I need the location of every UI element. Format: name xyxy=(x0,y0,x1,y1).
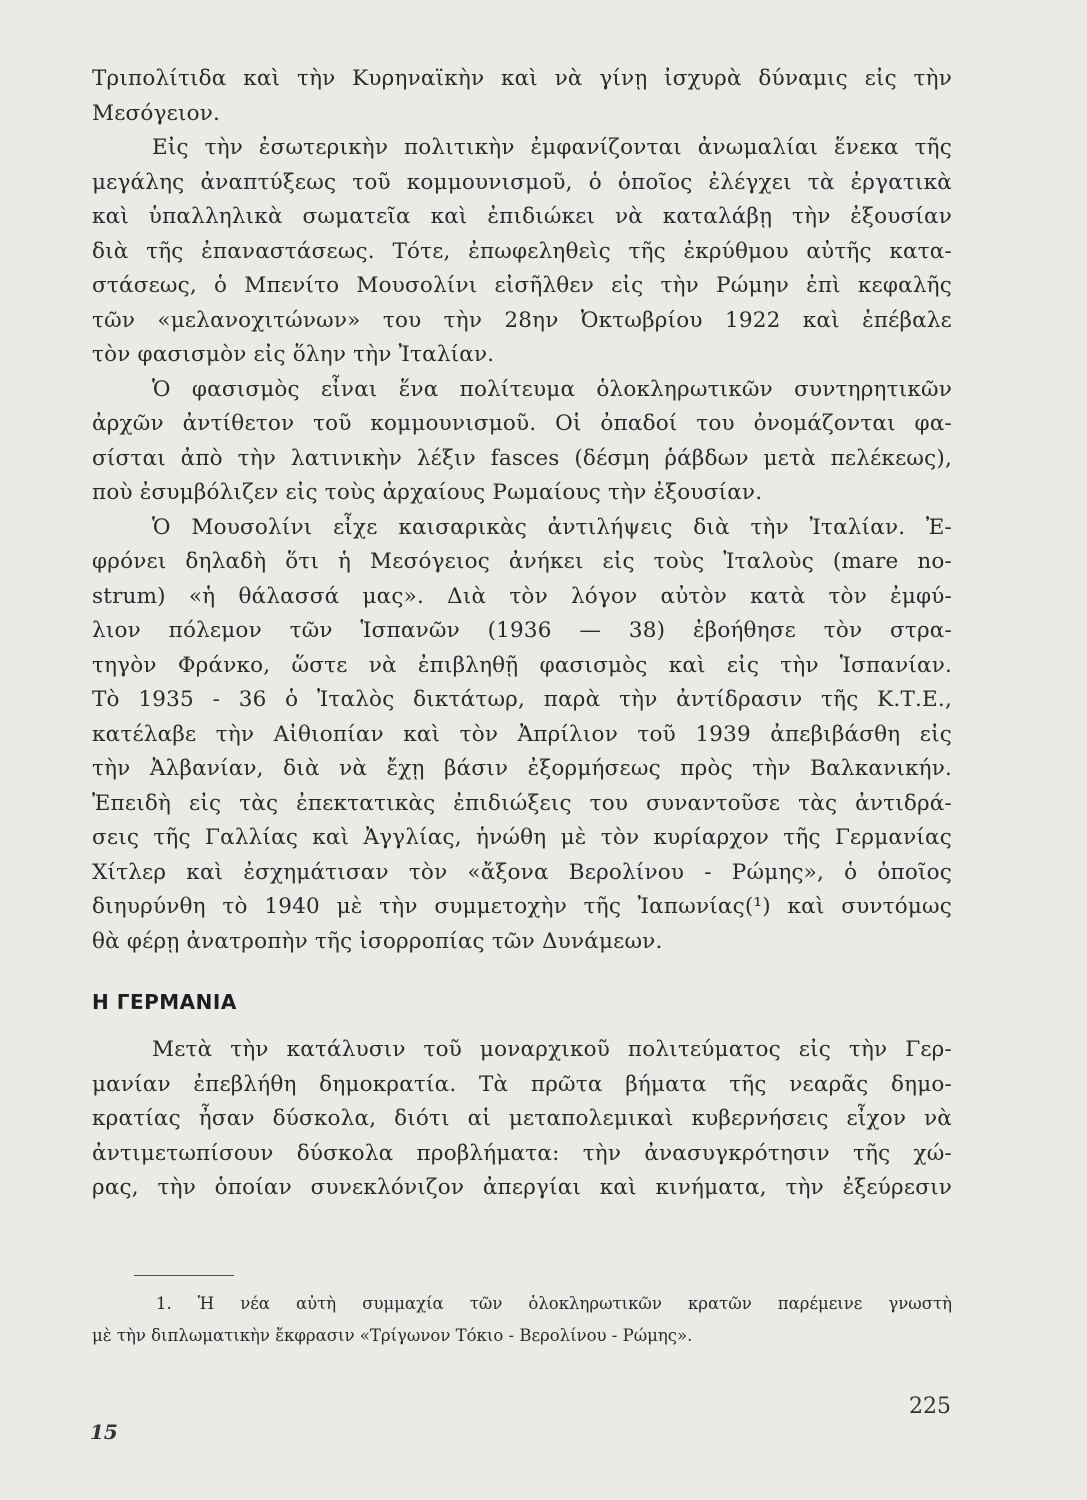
text-line: τὸν φασισμὸν εἰς ὅλην τὴν Ἰταλίαν. xyxy=(92,342,495,367)
text-line: κρατίας ἦσαν δύσκολα, διότι αἱ μεταπολεμικαὶ κυβερνήσεις εἶχον νὰ xyxy=(92,1106,952,1131)
text-line: Ὁ Μουσολίνι εἶχε καισαρικὰς ἀντιλήψεις διὰ τὴν Ἰταλίαν. Ἐ- xyxy=(152,514,952,540)
text-line: ρας, τὴν ὁποίαν συνεκλόνιζον ἀπεργίαι καὶ κινήματα, τὴν ἐξεύρεσιν xyxy=(92,1175,952,1200)
footnote-line: μὲ τὴν διπλωματικὴν ἔκφρασιν «Τρίγωνον Τόκιο - Βερολίνου - Ρώμης». xyxy=(92,1326,693,1345)
text-line: καὶ ὑπαλληλικὰ σωματεῖα καὶ ἐπιδιώκει νὰ καταλάβῃ τὴν ἐξουσίαν xyxy=(92,204,952,229)
text-line: θὰ φέρῃ ἀνατροπὴν τῆς ἰσορροπίας τῶν Δυνάμεων. xyxy=(92,928,663,954)
text-line: strum) «ἡ θάλασσά μας». Διὰ τὸν λόγον αὐτὸν κατὰ τὸν ἐμφύ- xyxy=(92,583,952,609)
section-heading: Η ΓΕΡΜΑΝΙΑ xyxy=(92,990,237,1014)
text-line: τὴν Ἀλβανίαν, διὰ νὰ ἔχῃ βάσιν ἐξορμήσεως πρὸς τὴν Βαλκανικήν. xyxy=(92,756,952,781)
footnote xyxy=(92,1288,952,1352)
printer-signature-mark: 15 xyxy=(90,1420,118,1444)
text-line: σεις τῆς Γαλλίας καὶ Ἀγγλίας, ἡνώθη μὲ τὸν κυρίαρχον τῆς Γερμανίας xyxy=(92,825,952,850)
text-line: Χίτλερ καὶ ἐσχημάτισαν τὸν «ἄξονα Βερολίνου - Ρώμης», ὁ ὁποῖος xyxy=(92,859,952,885)
text-line: μανίαν ἐπεβλήθη δημοκρατία. Τὰ πρῶτα βήματα τῆς νεαρᾶς δημο- xyxy=(92,1071,952,1097)
page-number: 225 xyxy=(909,1394,951,1419)
text-line: ἀντιμετωπίσουν δύσκολα προβλήματα: τὴν ἀνασυγκρότησιν τῆς χώ- xyxy=(92,1140,952,1166)
text-line: Τὸ 1935 - 36 ὁ Ἰταλὸς δικτάτωρ, παρὰ τὴν ἀντίδρασιν τῆς Κ.Τ.Ε., xyxy=(92,687,952,712)
text-line: ποὺ ἐσυμβόλιζεν εἰς τοὺς ἀρχαίους Ρωμαίους τὴν ἐξουσίαν. xyxy=(92,480,763,505)
text-line: Ὁ φασισμὸς εἶναι ἕνα πολίτευμα ὁλοκληρωτικῶν συντηρητικῶν xyxy=(152,376,952,402)
text-line: τῶν «μελανοχιτώνων» του τὴν 28ην Ὀκτωβρίου 1922 καὶ ἐπέβαλε xyxy=(92,307,952,333)
text-line: σίσται ἀπὸ τὴν λατινικὴν λέξιν fasces (δέσμη ῥάβδων μετὰ πελέκεως), xyxy=(92,445,952,471)
text-line: Εἰς τὴν ἐσωτερικὴν πολιτικὴν ἐμφανίζονται ἀνωμαλίαι ἕνεκα τῆς xyxy=(152,135,952,160)
text-line: τηγὸν Φράνκο, ὥστε νὰ ἐπιβληθῇ φασισμὸς καὶ εἰς τὴν Ἱσπανίαν. xyxy=(92,652,952,678)
text-line: Τριπολίτιδα καὶ τὴν Κυρηναϊκὴν καὶ νὰ γίνῃ ἰσχυρὰ δύναμις εἰς τὴν xyxy=(92,66,952,91)
main-text xyxy=(92,62,952,1206)
text-line: διηυρύνθη τὸ 1940 μὲ τὴν συμμετοχὴν τῆς Ἰαπωνίας(¹) καὶ συντόμως xyxy=(92,894,952,919)
footnote-divider xyxy=(134,1275,234,1276)
text-line: Ἐπειδὴ εἰς τὰς ἐπεκτατικὰς ἐπιδιώξεις του συναντοῦσε τὰς ἀντιδρά- xyxy=(92,790,952,816)
text-line: φρόνει δηλαδὴ ὅτι ἡ Μεσόγειος ἀνήκει εἰς τοὺς Ἰταλοὺς (mare no- xyxy=(92,549,952,574)
text-line: ἀρχῶν ἀντίθετον τοῦ κομμουνισμοῦ. Οἱ ὀπαδοί του ὀνομάζονται φα- xyxy=(92,411,952,436)
text-line: κατέλαβε τὴν Αἰθιοπίαν καὶ τὸν Ἀπρίλιον τοῦ 1939 ἀπεβιβάσθη εἰς xyxy=(92,721,952,747)
text-line: στάσεως, ὁ Μπενίτο Μουσολίνι εἰσῆλθεν εἰς τὴν Ρώμην ἐπὶ κεφαλῆς xyxy=(92,273,952,298)
text-line: Μετὰ τὴν κατάλυσιν τοῦ μοναρχικοῦ πολιτεύματος εἰς τὴν Γερ- xyxy=(152,1037,952,1062)
footnote-line: 1. Ἡ νέα αὐτὴ συμμαχία τῶν ὁλοκληρωτικῶν κρατῶν παρέμεινε γνωστὴ xyxy=(156,1294,952,1313)
text-line: μεγάλης ἀναπτύξεως τοῦ κομμουνισμοῦ, ὁ ὁποῖος ἐλέγχει τὰ ἐργατικὰ xyxy=(92,169,952,195)
text-line: Μεσόγειον. xyxy=(92,100,221,126)
text-line: λιον πόλεμον τῶν Ἱσπανῶν (1936 — 38) ἐβοήθησε τὸν στρα- xyxy=(92,618,952,643)
text-line: διὰ τῆς ἐπαναστάσεως. Τότε, ἐπωφεληθεὶς τῆς ἐκρύθμου αὐτῆς κατα- xyxy=(92,238,952,264)
